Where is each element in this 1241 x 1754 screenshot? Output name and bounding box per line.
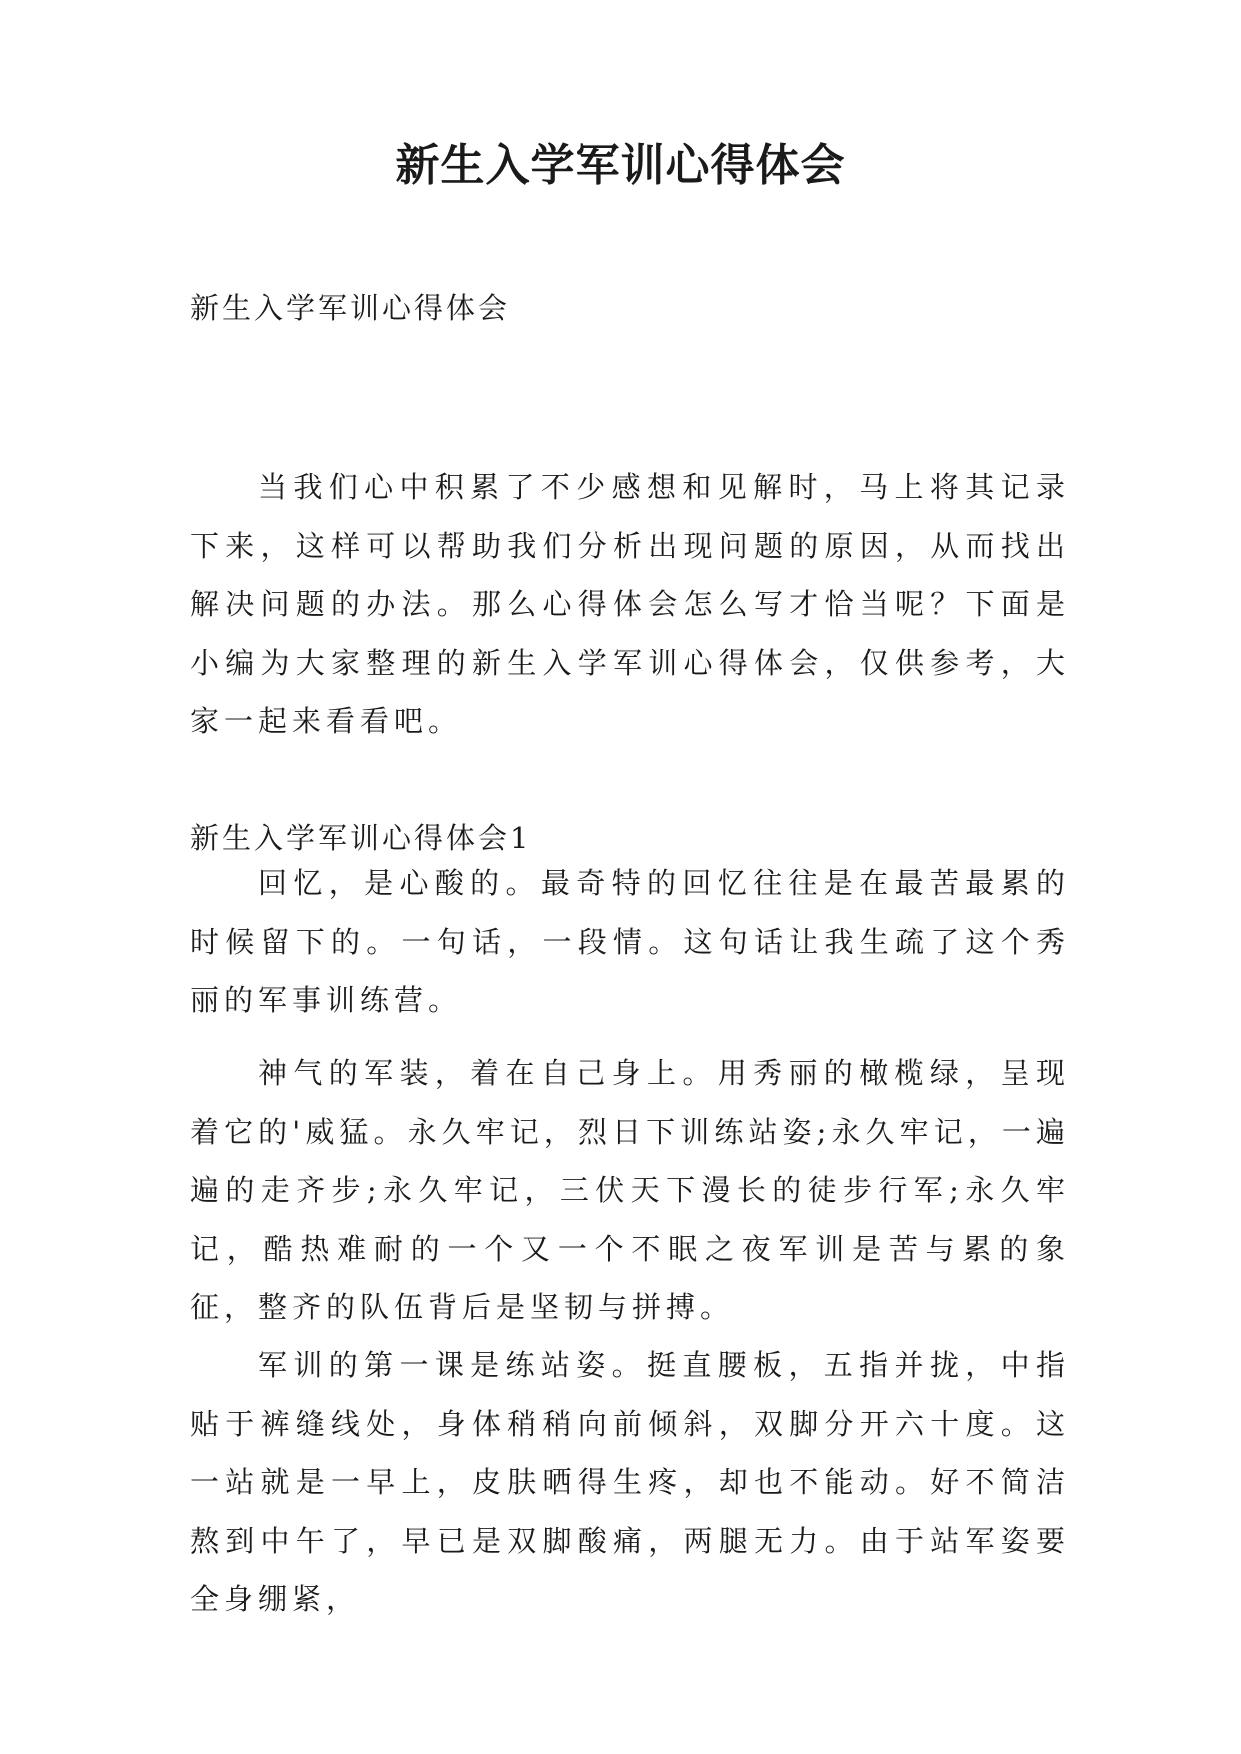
- section-heading: 新生入学军训心得体会1: [190, 821, 532, 855]
- document-subtitle: 新生入学军训心得体会: [190, 291, 511, 325]
- document-title: 新生入学军训心得体会: [395, 140, 846, 191]
- intro-paragraph: 当我们心中积累了不少感想和见解时，马上将其记录下来，这样可以帮助我们分析出现问题的原因，从而找出解决问题的办法。那么心得体会怎么写才恰当呢？下面是小编为大家整理的新生入学军训心得体会，仅供参考，大家一起来看看吧。: [190, 470, 1070, 738]
- body-paragraph: 军训的第一课是练站姿。挺直腰板，五指并拢，中指贴于裤缝线处，身体稍稍向前倾斜，双脚分开六十度。这一站就是一早上，皮肤晒得生疼，却也不能动。好不简洁熬到中午了，早已是双脚酸痛，两腿无力。由于站军姿要全身绷紧，: [190, 1348, 1070, 1616]
- body-paragraph: 神气的军装，着在自己身上。用秀丽的橄榄绿，呈现着它的'威猛。永久牢记，烈日下训练站姿;永久牢记，一遍遍的走齐步;永久牢记，三伏天下漫长的徒步行军;永久牢记，酷热难耐的一个又一个不眠之夜军训是苦与累的象征，整齐的队伍背后是坚韧与拼搏。: [190, 1056, 1070, 1324]
- body-paragraph: 回忆，是心酸的。最奇特的回忆往往是在最苦最累的时候留下的。一句话，一段情。这句话让我生疏了这个秀丽的军事训练营。: [190, 866, 1070, 1017]
